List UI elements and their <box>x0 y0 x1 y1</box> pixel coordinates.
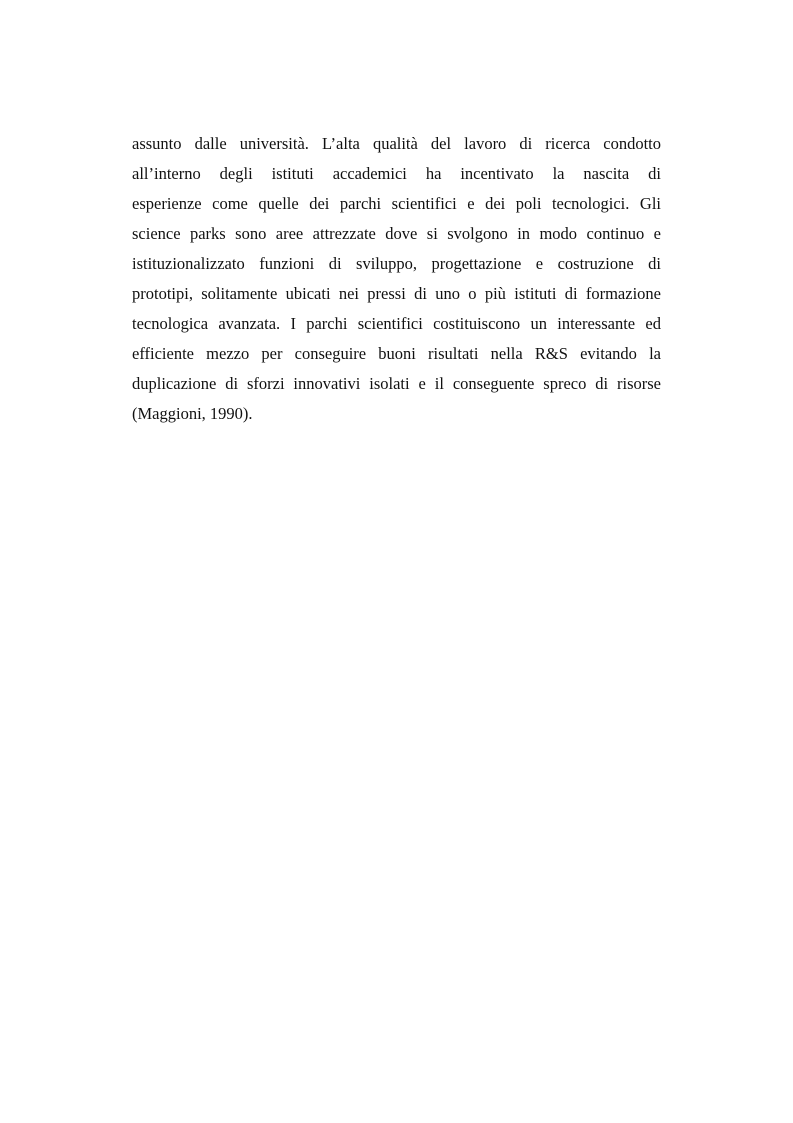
paragraph-line: prototipi, solitamente ubicati nei pressi di uno o più istituti di formazione <box>132 284 661 303</box>
paragraph-line: esperienze come quelle dei parchi scientifici e dei poli tecnologici. Gli <box>132 194 661 213</box>
body-paragraph <box>132 129 661 429</box>
paragraph-line-last: (Maggioni, 1990). <box>132 404 253 423</box>
paragraph-line: duplicazione di sforzi innovativi isolati e il conseguente spreco di risorse <box>132 374 661 393</box>
paragraph-line: tecnologica avanzata. I parchi scientifici costituiscono un interessante ed <box>132 314 661 333</box>
paragraph-line: all’interno degli istituti accademici ha incentivato la nascita di <box>132 164 661 183</box>
paragraph-line: istituzionalizzato funzioni di sviluppo, progettazione e costruzione di <box>132 254 661 273</box>
paragraph-line: efficiente mezzo per conseguire buoni risultati nella R&S evitando la <box>132 344 661 363</box>
paragraph-line: science parks sono aree attrezzate dove si svolgono in modo continuo e <box>132 224 661 243</box>
paragraph-line: assunto dalle università. L’alta qualità del lavoro di ricerca condotto <box>132 134 661 153</box>
